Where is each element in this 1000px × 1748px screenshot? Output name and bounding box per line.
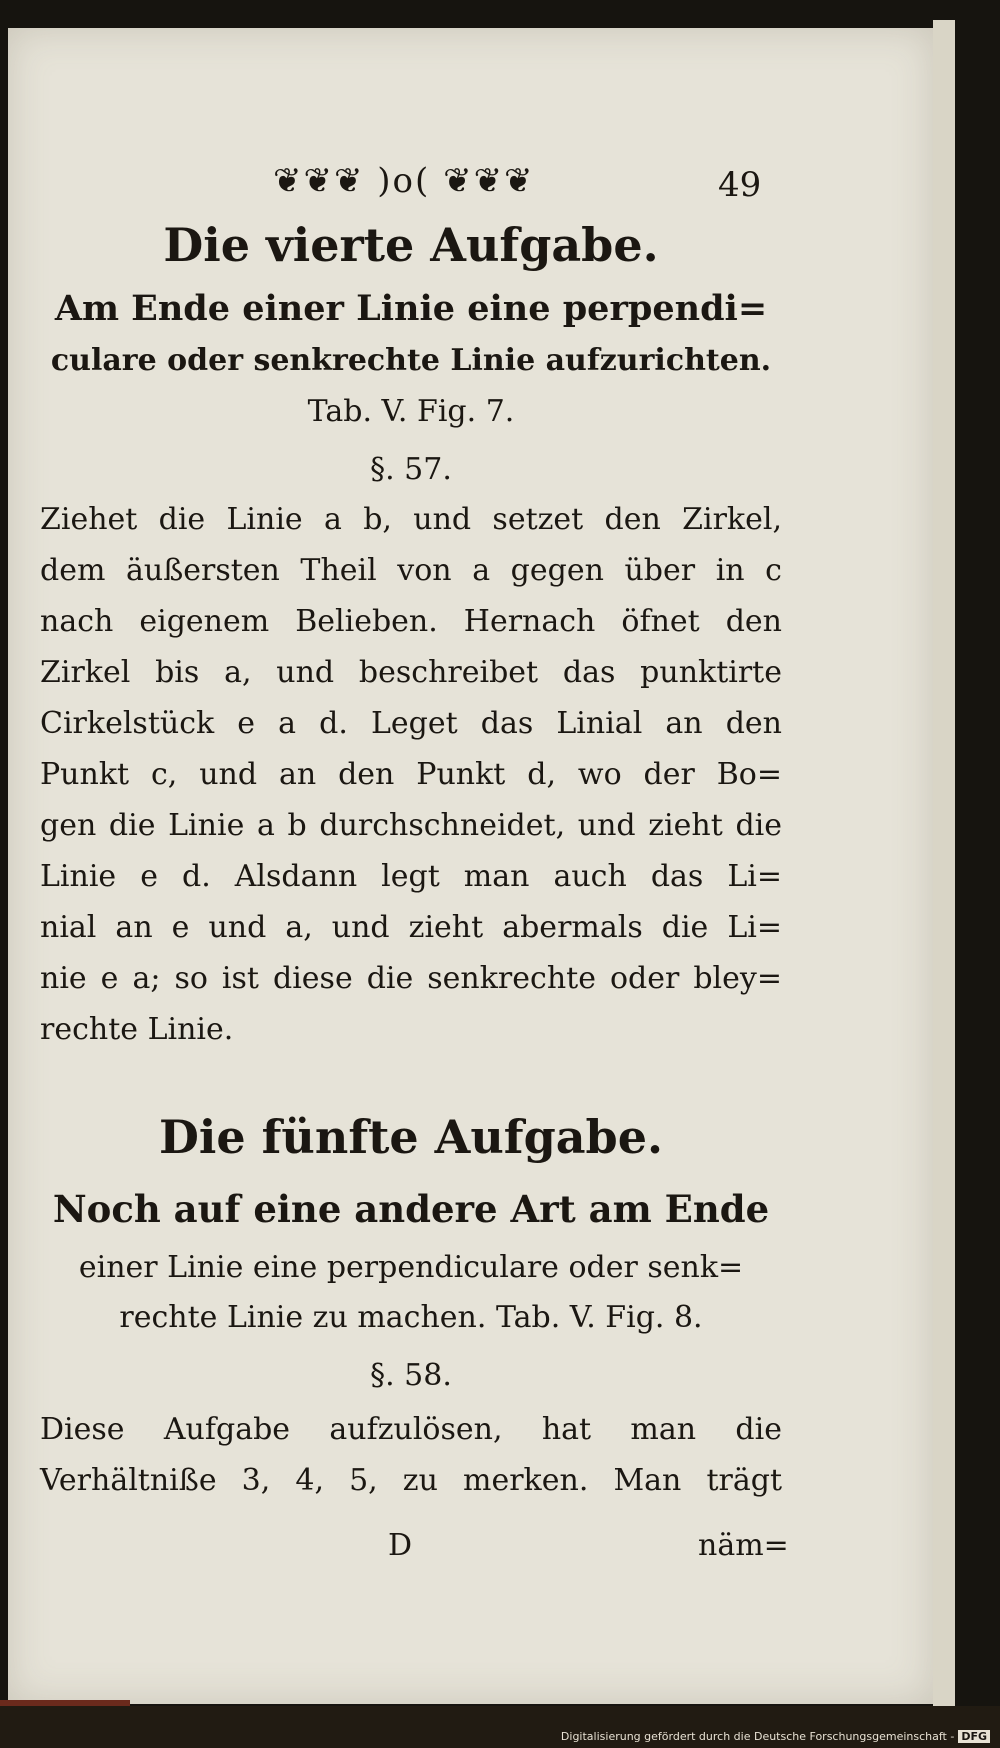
running-header xyxy=(8,161,933,211)
paragraph-57-text xyxy=(40,494,782,1055)
text-line: nial an e und a, und zieht abermals die Li= xyxy=(40,910,782,945)
paragraph-mark-57: §. 57. xyxy=(370,452,452,487)
text-line: nach eigenem Belieben. Hernach öfnet den xyxy=(40,604,782,639)
page-number: 49 xyxy=(718,165,762,205)
digitization-credit xyxy=(561,1730,990,1743)
text-line: gen die Linie a b durchschneidet, und zieht die xyxy=(40,808,782,843)
text-line: Zirkel bis a, und beschreibet das punktirte xyxy=(40,655,782,690)
section-subtitle-5a: Noch auf eine andere Art am Ende xyxy=(52,1187,770,1231)
section-title-4: Die vierte Aufgabe. xyxy=(163,218,659,272)
page-edge xyxy=(933,20,955,1710)
figure-reference-4: Tab. V. Fig. 7. xyxy=(307,394,515,429)
section-subtitle-5c: rechte Linie zu machen. Tab. V. Fig. 8. xyxy=(119,1300,703,1335)
section-title-5: Die fünfte Aufgabe. xyxy=(159,1110,663,1164)
text-line: dem äußersten Theil von a gegen über in c xyxy=(40,553,782,588)
dfg-logo: DFG xyxy=(958,1730,990,1743)
section-subtitle-4a: Am Ende einer Linie eine perpendi= xyxy=(54,288,768,329)
text-line: Ziehet die Linie a b, und setzet den Zirkel, xyxy=(40,502,782,537)
header-ornament: ❦❦❦ )o( ❦❦❦ xyxy=(273,161,535,201)
signature-mark: D xyxy=(388,1528,413,1563)
paragraph-mark-58: §. 58. xyxy=(370,1358,452,1393)
catchline xyxy=(8,1528,933,1568)
text-line: nie e a; so ist diese die senkrechte oder bley= xyxy=(40,961,782,996)
text-line: rechte Linie. xyxy=(40,1012,234,1047)
text-line: Punkt c, und an den Punkt d, wo der Bo= xyxy=(40,757,782,792)
text-line: Linie e d. Alsdann legt man auch das Li= xyxy=(40,859,782,894)
credit-text: Digitalisierung gefördert durch die Deutsche Forschungsgemeinschaft - xyxy=(560,1730,955,1743)
paragraph-58-text xyxy=(40,1404,782,1506)
text-line: Cirkelstück e a d. Leget das Linial an den xyxy=(40,706,782,741)
section-subtitle-4b: culare oder senkrechte Linie aufzurichten. xyxy=(50,343,772,378)
book-page xyxy=(8,28,933,1704)
text-line: Verhältniße 3, 4, 5, zu merken. Man trägt xyxy=(40,1463,782,1498)
text-line: Diese Aufgabe aufzulösen, hat man die xyxy=(40,1412,782,1447)
section-subtitle-5b: einer Linie eine perpendiculare oder senk= xyxy=(78,1250,744,1285)
catchword: näm= xyxy=(698,1528,789,1563)
